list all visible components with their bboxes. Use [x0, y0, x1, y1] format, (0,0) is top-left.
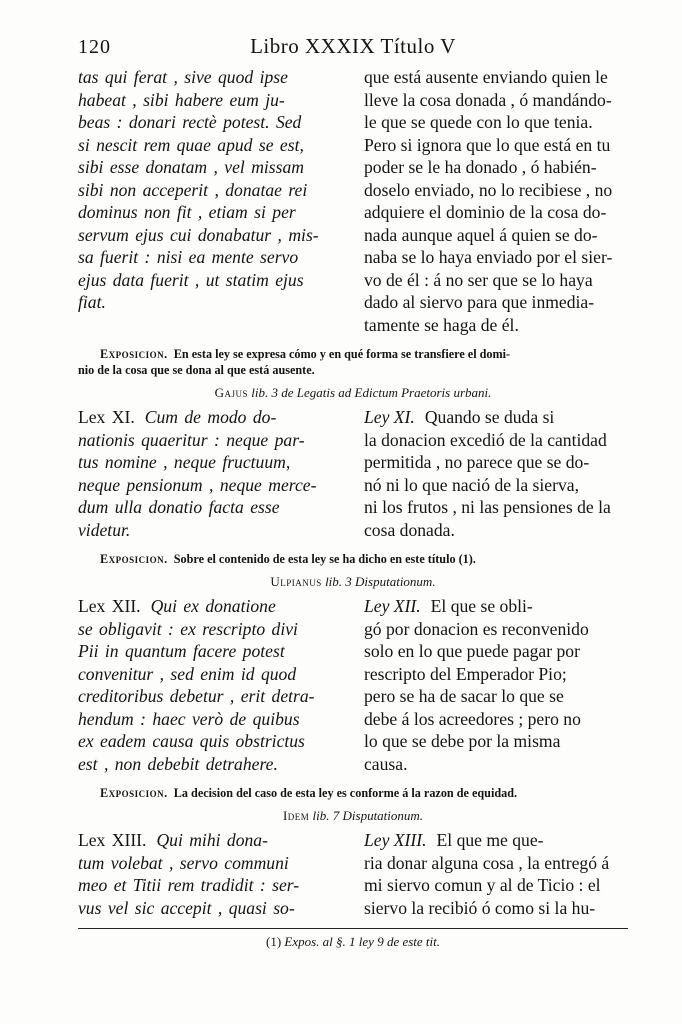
- text-line: convenitur , sed enim id quod: [78, 663, 297, 684]
- law-heading: Lex XIII.: [78, 830, 147, 850]
- text-line: causa.: [364, 753, 408, 774]
- text-line: ex eadem causa quis obstrictus: [78, 731, 305, 751]
- text-line: la donacion excedió de la cantidad: [364, 429, 607, 450]
- source-citation: [78, 573, 628, 591]
- text-line: le que se quede con lo que tenia.: [364, 112, 593, 132]
- source-citation: [78, 384, 628, 402]
- latin-column: [78, 595, 350, 775]
- text-line: meo et Titii rem tradidit : ser-: [78, 875, 300, 895]
- text-line: tas qui ferat , sive quod ipse: [78, 67, 288, 87]
- text-line: dum ulla donatio facta esse: [78, 497, 280, 517]
- text-line: Pero si ignora que lo que está en tu: [364, 134, 611, 155]
- text-line: beas : donari rectè potest. Sed: [78, 112, 302, 132]
- text-line: Pii in quantum facere potest: [78, 641, 285, 661]
- exposicion-label: Exposicion.: [100, 786, 168, 800]
- text-line: Ley XI. Quando se duda si: [364, 407, 555, 427]
- text-line: Ley XIII. El que me que-: [364, 830, 544, 850]
- law-heading: Ley XIII.: [364, 830, 427, 850]
- book-page: [78, 34, 628, 919]
- text-line: creditoribus debetur , erit detra-: [78, 686, 315, 706]
- page-header: [78, 34, 628, 66]
- text-line: poder se le ha donado , ó habién-: [364, 157, 597, 177]
- law-heading: Lex XI.: [78, 407, 135, 427]
- text-line: nada aunque aquel á quien se do-: [364, 224, 598, 245]
- spanish-column: [364, 66, 628, 336]
- text-line: vo de él : á no ser que se lo haya: [364, 269, 593, 290]
- text-line: neque pensionum , neque merce-: [78, 474, 317, 495]
- spanish-column: [364, 595, 628, 775]
- text-line: lo que se debe por la misma: [364, 731, 561, 751]
- source-citation: [78, 807, 628, 825]
- text-line: solo en lo que puede pagar por: [364, 641, 580, 661]
- text-line: Ley XII. El que se obli-: [364, 596, 533, 616]
- text-line: dominus non fit , etiam si per: [78, 202, 296, 222]
- latin-column: [78, 829, 350, 919]
- exposicion-note: [78, 551, 628, 567]
- text-line: hendum : haec verò de quibus: [78, 708, 300, 729]
- footnote-rule: [78, 928, 628, 929]
- text-line: cosa donada.: [364, 519, 455, 540]
- exposicion-text: La decision del caso de esta ley es conforme á la razon de equidad.: [173, 786, 518, 800]
- text-line: vus vel sic accepit , quasi so-: [78, 897, 295, 918]
- text-line: sa fuerit : nisi ea mente servo: [78, 247, 299, 267]
- text-line: si nescit rem quae apud se est,: [78, 134, 304, 155]
- text-line: que está ausente enviando quien le: [364, 67, 608, 87]
- running-title: Libro XXXIX Título V: [250, 34, 456, 58]
- text-line: nó ni lo que nació de la sierva,: [364, 474, 579, 495]
- text-line: sibi non acceperit , donatae rei: [78, 179, 308, 200]
- law-heading: Ley XI.: [364, 407, 415, 427]
- law-heading: Ley XII.: [364, 596, 421, 616]
- text-line: naba se lo haya enviado por el sier-: [364, 247, 613, 267]
- text-line: Lex XIII. Qui mihi dona-: [78, 830, 268, 850]
- text-line: Lex XI. Cum de modo do-: [78, 407, 277, 427]
- text-line: ni los frutos , ni las pensiones de la: [364, 497, 611, 517]
- text-line: habeat , sibi habere eum ju-: [78, 89, 285, 110]
- text-line: doselo enviado, no lo recibiese , no: [364, 179, 613, 200]
- exposicion-text: Sobre el contenido de esta ley se ha dicho en este título (1).: [173, 552, 476, 566]
- text-line: se obligavit : ex rescripto divi: [78, 618, 298, 639]
- text-line: pero se ha de sacar lo que se: [364, 686, 564, 706]
- text-block-3: [78, 595, 628, 775]
- text-block-4: [78, 829, 628, 919]
- text-line: permitida , no parece que se do-: [364, 452, 590, 472]
- exposicion-label: Exposicion.: [100, 347, 168, 361]
- footnote: [78, 934, 628, 950]
- text-line: lleve la cosa donada , ó mandándo-: [364, 89, 612, 110]
- footnote-text: Expos. al §. 1 ley 9 de este tit.: [284, 934, 441, 949]
- source-author: Ulpianus: [270, 574, 322, 589]
- text-line: est , non debebit detrahere.: [78, 753, 278, 774]
- text-line: tus nomine , neque fructuum,: [78, 452, 291, 472]
- text-line: servum ejus cui donabatur , mis-: [78, 224, 319, 245]
- page-number: 120: [78, 36, 111, 58]
- text-line: mi siervo comun y al de Ticio : el: [364, 875, 601, 895]
- latin-column: [78, 406, 350, 541]
- spanish-column: [364, 829, 628, 919]
- text-line: debe á los acreedores ; pero no: [364, 708, 581, 729]
- source-author: Idem: [282, 808, 310, 823]
- exposicion-note: [78, 785, 628, 801]
- source-work: lib. 7 Disputationum.: [312, 808, 424, 823]
- text-block-2: [78, 406, 628, 541]
- exposicion-note: [78, 346, 628, 378]
- text-line: ria donar alguna cosa , la entregó á: [364, 852, 610, 873]
- text-line: Lex XII. Qui ex donatione: [78, 596, 276, 616]
- footnote-marker: (1): [265, 934, 282, 949]
- spanish-column: [364, 406, 628, 541]
- law-heading: Lex XII.: [78, 596, 141, 616]
- text-line: adquiere el dominio de la cosa do-: [364, 202, 607, 222]
- text-line: tum volebat , servo communi: [78, 852, 289, 873]
- exposicion-text: En esta ley se expresa cómo y en qué forma se transfiere el domi-: [173, 347, 511, 361]
- text-line: rescripto del Emperador Pio;: [364, 663, 567, 684]
- source-author: Gajus: [214, 385, 248, 400]
- text-line: gó por donacion es reconvenido: [364, 618, 589, 639]
- text-line: sibi esse donatam , vel missam: [78, 157, 304, 177]
- text-block-1: [78, 66, 628, 336]
- text-line: ejus data fuerit , ut statim ejus: [78, 269, 304, 290]
- text-line: siervo la recibió ó como si la hu-: [364, 897, 596, 918]
- text-line: dado al siervo para que inmedia-: [364, 292, 595, 312]
- text-line: tamente se haga de él.: [364, 314, 519, 335]
- source-work: lib. 3 de Legatis ad Edictum Praetoris urbani.: [251, 385, 492, 400]
- text-line: fiat.: [78, 292, 106, 312]
- text-line: nationis quaeritur : neque par-: [78, 429, 305, 450]
- latin-column: [78, 66, 350, 336]
- source-work: lib. 3 Disputationum.: [325, 574, 436, 589]
- exposicion-text: nio de la cosa que se dona al que está ausente.: [78, 363, 315, 377]
- exposicion-label: Exposicion.: [100, 552, 168, 566]
- text-line: videtur.: [78, 519, 131, 540]
